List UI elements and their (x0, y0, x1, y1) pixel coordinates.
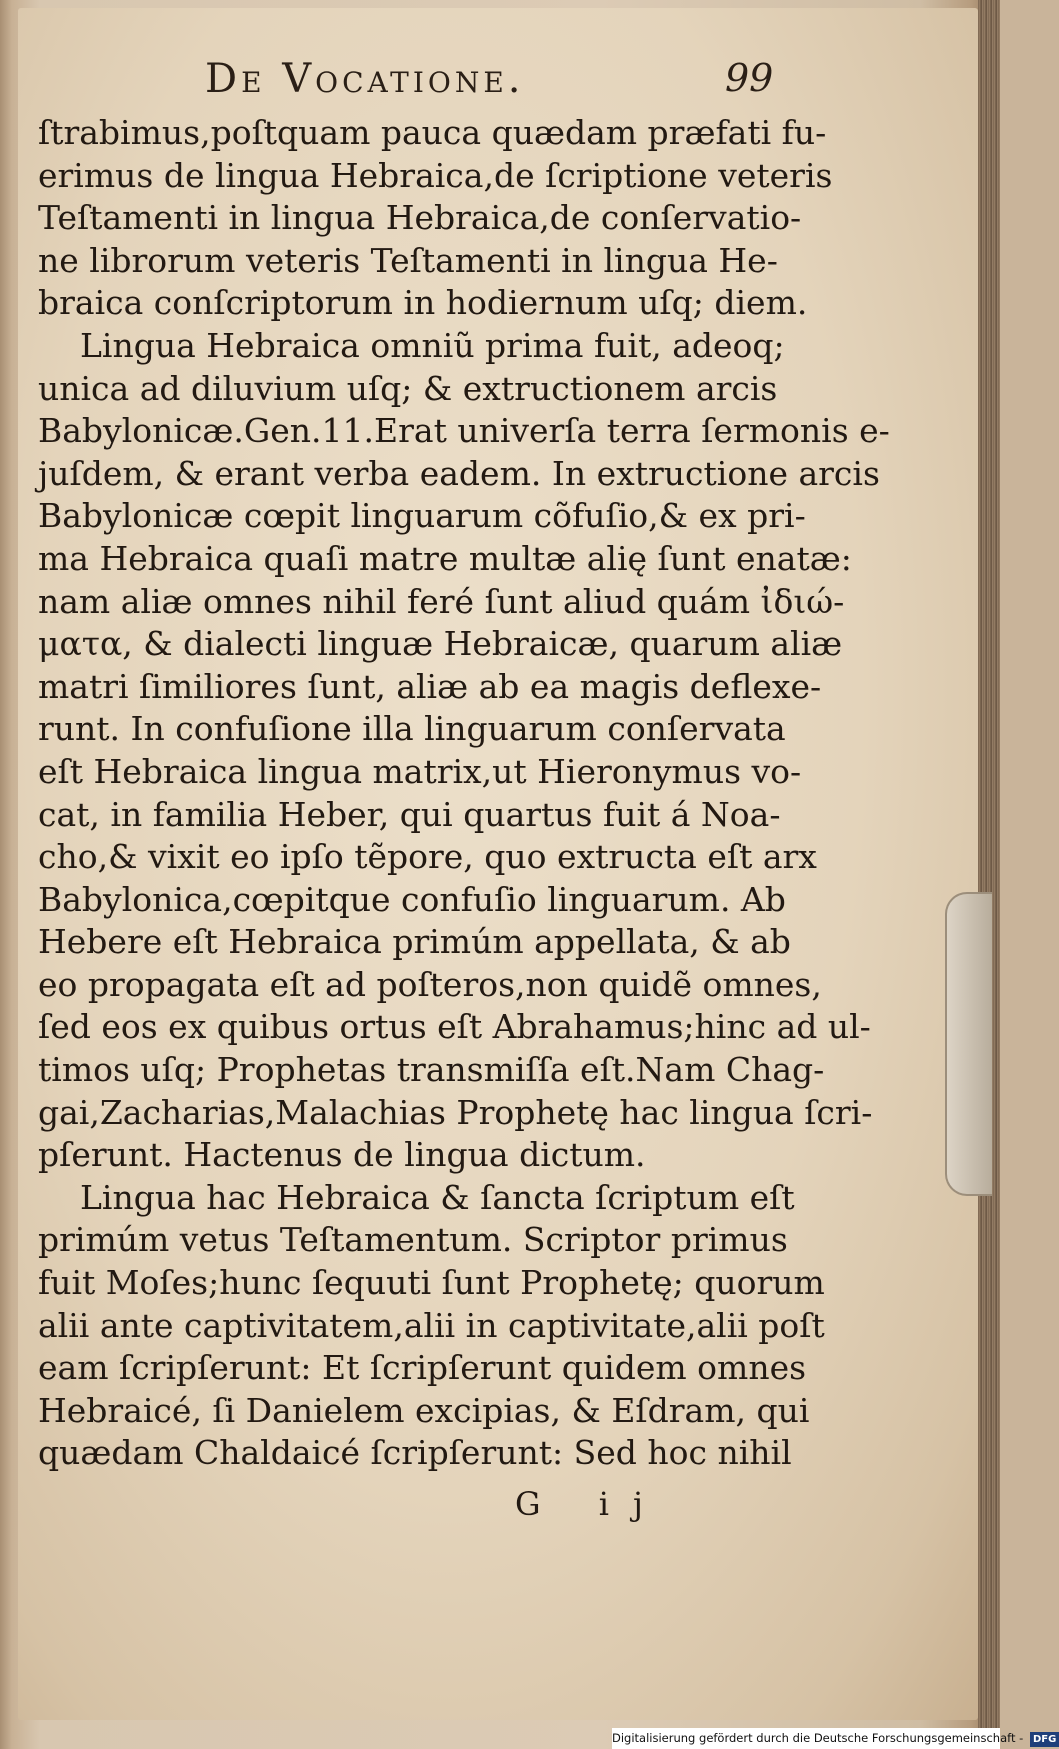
page-clip (945, 892, 992, 1196)
page-edges (978, 0, 1000, 1749)
text-line: nam aliæ omnes nihil feré ſunt aliud quám ἰδιώ- (38, 581, 845, 621)
text-line: cho,& vixit eo ipſo tẽpore, quo extructa eſt arx (38, 837, 817, 877)
text-line: alii ante captivitatem,alii in captivitate,alii poſt (38, 1305, 825, 1345)
text-line: pſerunt. Hactenus de lingua dictum. (38, 1135, 646, 1175)
text-line: primúm vetus Teſtamentum. Scriptor primus (38, 1220, 788, 1260)
text-line: Babylonicæ.Gen.11.Erat univerſa terra ſermonis e- (38, 411, 890, 451)
text-line: ne librorum veteris Teſtamenti in lingua He- (38, 240, 778, 280)
body-text (38, 112, 890, 1475)
text-line: ſed eos ex quibus ortus eſt Abrahamus;hinc ad ul- (38, 1007, 871, 1047)
text-line: Hebraicé, ſi Danielem excipias, & Eſdram, qui (38, 1390, 810, 1430)
text-line: quædam Chaldaicé ſcripſerunt: Sed hoc nihil (38, 1433, 792, 1473)
text-line: gai,Zacharias,Malachias Prophetę hac lingua ſcri- (38, 1092, 873, 1132)
text-line: eſt Hebraica lingua matrix,ut Hieronymus vo- (38, 751, 802, 791)
text-line: fuit Moſes;hunc ſequuti ſunt Prophetę; quorum (38, 1263, 825, 1303)
text-line: Lingua Hebraica omniũ prima fuit, adeoq; (80, 325, 785, 365)
text-line: erimus de lingua Hebraica,de ſcriptione veteris (38, 155, 833, 195)
text-line: juſdem, & erant verba eadem. In extructione arcis (38, 453, 880, 493)
text-line: ſtrabimus,poſtquam pauca quædam præfati fu- (38, 113, 827, 152)
text-line: Lingua hac Hebraica & ſancta ſcriptum eſt (80, 1177, 795, 1217)
text-line: Teſtamenti in lingua Hebraica,de conſervatio- (38, 198, 802, 238)
text-line: runt. In confuſione illa linguarum conſervata (38, 709, 786, 749)
running-title: De Vocatione. (205, 56, 525, 102)
credit-text: Digitalisierung gefördert durch die Deutsche Forschungsgemeinschaft - (612, 1731, 1024, 1745)
text-line: ματα, & dialecti linguæ Hebraicæ, quarum aliæ (38, 624, 843, 664)
text-line: ma Hebraica quaſi matre multæ alię ſunt enatæ: (38, 538, 852, 578)
page-number: 99 (725, 56, 774, 100)
text-line: Babylonica,cœpitque confuſio linguarum. Ab (38, 879, 786, 919)
text-line: unica ad diluvium uſq; & extructionem arcis (38, 368, 778, 408)
dfg-logo: DFG (1030, 1732, 1059, 1747)
text-line: matri ſimiliores ſunt, aliæ ab ea magis deflexe- (38, 666, 822, 706)
signature-mark: G ij (515, 1485, 667, 1523)
text-line: timos uſq; Prophetas transmiſſa eſt.Nam Chag- (38, 1050, 825, 1090)
digitization-credit (612, 1728, 1057, 1749)
text-line: eam ſcripſerunt: Et ſcripſerunt quidem omnes (38, 1348, 807, 1388)
text-line: Hebere eſt Hebraica primúm appellata, & ab (38, 922, 791, 962)
text-line: cat, in familia Heber, qui quartus fuit á Noa- (38, 794, 781, 834)
text-line: Babylonicæ cœpit linguarum cõfuſio,& ex pri- (38, 496, 806, 536)
text-line: braica conſcriptorum in hodiernum uſq; diem. (38, 283, 808, 323)
text-line: eo propagata eſt ad poſteros,non quidẽ omnes, (38, 964, 822, 1004)
